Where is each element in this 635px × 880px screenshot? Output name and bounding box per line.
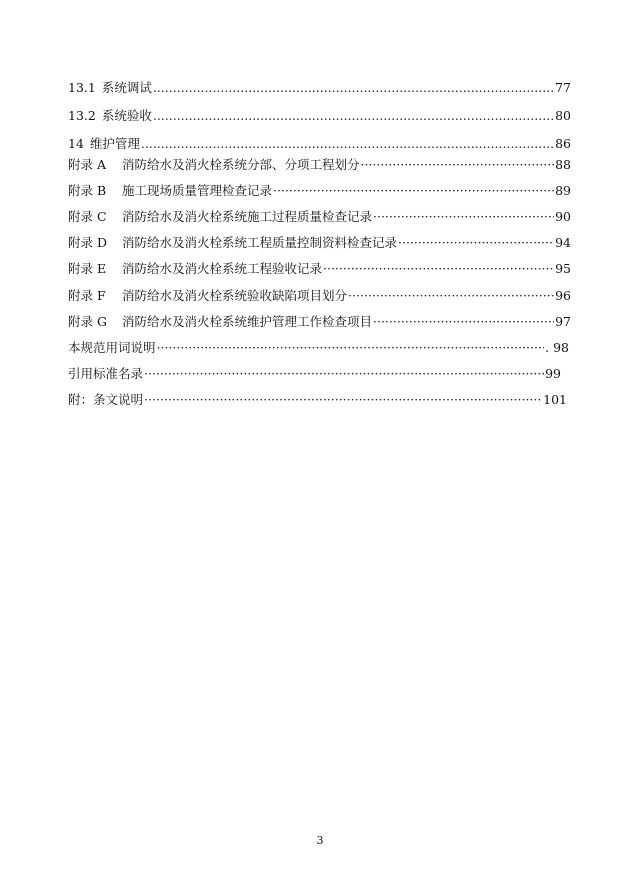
dot-leader [157,340,545,356]
toc-entry-title: 附：条文说明 [68,392,144,407]
toc-entry-page: 80 [555,108,571,123]
toc-entry-title: 消防给水及消火栓系统施工过程质量检查记录 [122,209,373,224]
toc-entry-title: 消防给水及消火栓系统工程验收记录 [122,261,323,276]
toc-entry-page: 99 [545,366,561,381]
toc-entry-number: 13.2 [68,108,96,123]
dot-leader [273,183,554,199]
toc-entry-title: 消防给水及消火栓系统工程质量控制资料检查记录 [122,235,398,250]
toc-entry-title: 消防给水及消火栓系统维护管理工作检查项目 [122,314,373,329]
toc-entry-number: 附录 F [68,288,106,303]
toc-entry-page: 97 [555,314,571,329]
toc-entry-number: 附录 G [68,314,107,329]
dot-leader [323,261,554,277]
toc-entry-page: 96 [555,288,571,303]
dot-leader [361,157,555,173]
toc-entry-page: 90 [555,209,571,224]
toc-entry-page: 86 [555,136,571,151]
dot-leader [373,209,554,225]
toc-entry[interactable] [68,235,571,251]
toc-entry[interactable] [68,183,571,199]
toc-entry-page: 94 [555,235,571,250]
toc-entry-number: 附录 D [68,235,107,250]
toc-entry-number: 14 [68,136,84,151]
toc-entry-title: 施工现场质量管理检查记录 [122,183,273,198]
toc-entry[interactable] [68,314,571,330]
toc-entry[interactable] [68,80,571,96]
toc-entry[interactable] [68,340,569,356]
toc-entry-title: 消防给水及消火栓系统验收缺陷项目划分 [122,288,348,303]
dot-leader [398,235,554,251]
dot-leader [141,136,554,152]
toc-entry-number: 附录 A [68,157,107,172]
toc-entry[interactable] [68,288,571,304]
toc-entry-number: 附录 C [68,209,107,224]
toc-entry-number: 附录 E [68,261,107,276]
toc-entry-title: 维护管理 [89,136,140,151]
toc-entry-title: 消防给水及消火栓系统分部、分项工程划分 [122,157,360,172]
toc-entry-page: 89 [555,183,571,198]
toc-entry-title: 系统调试 [101,80,152,95]
toc-entry-number: 13.1 [68,80,96,95]
dot-leader [144,366,544,382]
toc-entry[interactable] [68,392,567,408]
dot-leader [153,80,554,96]
toc-entry-page: 101 [543,392,567,407]
toc-entry-page: 95 [555,261,571,276]
toc-entry-title: 系统验收 [101,108,152,123]
toc-entry[interactable] [68,136,571,152]
toc-entry-page: 77 [555,80,571,95]
toc-entry-number: 附录 B [68,183,107,198]
toc-entry-page: . 98 [545,340,569,355]
dot-leader [373,314,554,330]
toc-entry[interactable] [68,209,571,225]
dot-leader [348,288,554,304]
toc-entry-title: 引用标准名录 [68,366,144,381]
toc-entry-page: 88 [555,157,571,172]
page-number: 3 [316,834,324,847]
toc-entry[interactable] [68,108,571,124]
dot-leader [144,392,542,408]
dot-leader [153,108,554,124]
toc-entry-title: 本规范用词说明 [68,340,156,355]
toc-entry[interactable] [68,366,561,382]
toc-entry[interactable] [68,261,571,277]
toc-entry[interactable] [68,157,571,173]
